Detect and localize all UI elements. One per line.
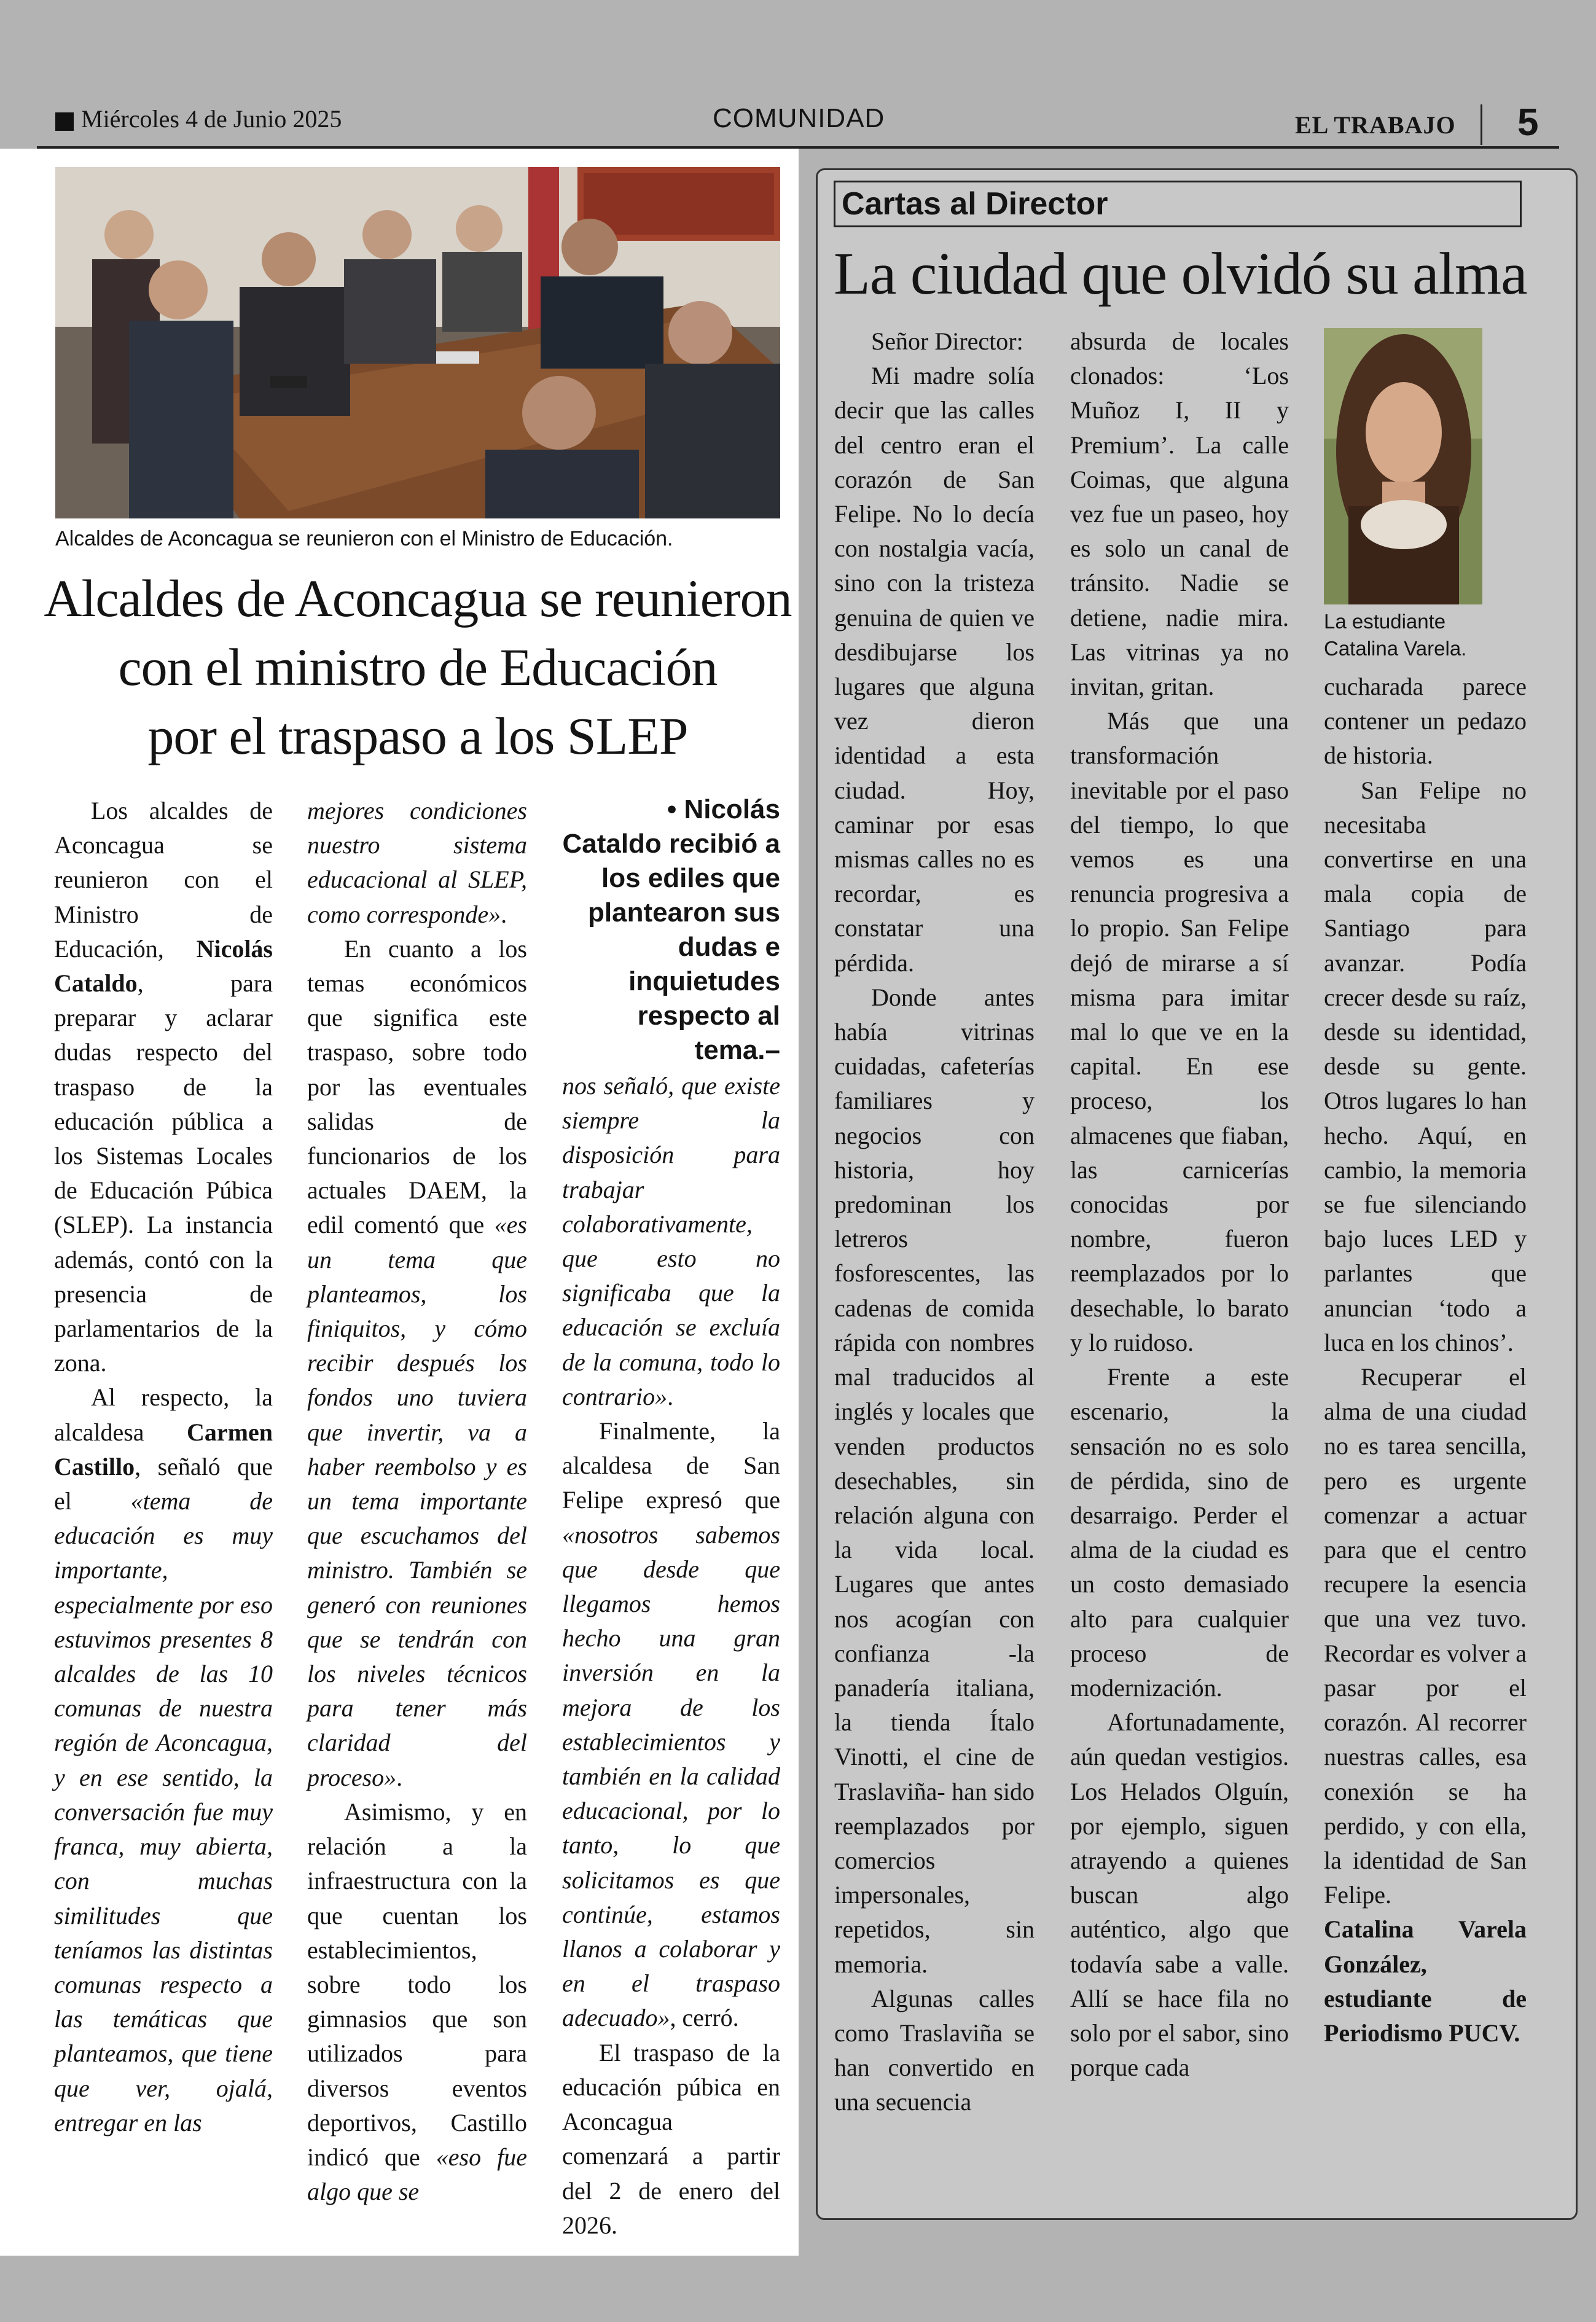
student-portrait bbox=[1324, 328, 1482, 604]
letter-signature: Catalina Varela González, estudiante de Periodismo PUCV. bbox=[1324, 1915, 1527, 2047]
header-paper-name: EL TRABAJO bbox=[1295, 111, 1456, 139]
meeting-photo bbox=[55, 167, 780, 518]
letter-column-1: Señor Director: Mi madre solía decir que las calles del centro eran el corazón de San Felipe. No lo decía con nostalgia vacía, sino con la tristeza genuina de quien ve desdibujarse los lugares que alguna vez dieron identidad a esta ciudad. Hoy, caminar por esas mismas calles no es recordar, es constatar una pérdida. Donde antes había vitrinas cuidadas, cafeterías familiares y negocios con historia, hoy predominan los letreros fosforescentes, las cadenas de comida rápida con nombres mal traducidos al inglés y locales que venden productos desechables, sin relación alguna con la vida local. Lugares que antes nos acogían con confianza -la panadería italiana, la tienda Ítalo Vinotti, el cine de Traslaviña- han sido reemplazados por comercios impersonales, repetidos, sin memoria. Algunas calles como Traslaviña se han convertido en una secuencia bbox=[834, 327, 1035, 2116]
pull-quote: • Nicolás Cataldo recibió a los ediles que plantearon sus dudas e inquietudes respecto al tema.– bbox=[562, 794, 780, 1065]
section-label: Cartas al Director bbox=[842, 186, 1108, 222]
letter-column-2: absurda de locales clonados: ‘Los Muñoz I, II y Premium’. La calle Coimas, que alguna vez fue un paseo, hoy es solo un canal de tránsito. Nadie se detiene, nadie mira. Las vitrinas ya no invitan, gritan. Más que una transformación inevitable por el paso del tiempo, lo que vemos es una renuncia progresiva a lo propio. San Felipe dejó de mirarse a sí misma para imitar mal lo que ve en la capital. En ese proceso, los almacenes que fiaban, las carnicerías conocidas por nombre, fueron reemplazados por lo desechable, lo barato y lo ruidoso. Frente a este escenario, la sensación no es solo de pérdida, sino de desarraigo. Perder el alma de la ciudad es un costo demasiado alto para cualquier proceso de modernización. Afortunadamente, aún quedan vestigios. Los Helados Olguín, por ejemplo, siguen atrayendo a quienes buscan algo auténtico, algo que todavía sabe a valle. Allí se hace fila no solo por el sabor, sino porque cada bbox=[1070, 327, 1289, 2082]
headline-line: por el traspaso a los SLEP bbox=[147, 706, 688, 765]
header-square-marker bbox=[55, 112, 74, 131]
header-page-number: 5 bbox=[1517, 101, 1539, 144]
photo-caption: Alcaldes de Aconcagua se reunieron con el Ministro de Educación. bbox=[55, 527, 673, 550]
letter-headline: La ciudad que olvidó su alma bbox=[834, 241, 1527, 307]
portrait-caption: La estudiante Catalina Varela. bbox=[1324, 610, 1467, 660]
header-section: COMUNIDAD bbox=[713, 103, 885, 133]
letter-column-3: cucharada parece contener un pedazo de historia. San Felipe no necesitaba convertirse en una mala copia de Santiago para avanzar. Podía crecer desde su raíz, desde su identidad, desde su gente. Otros lugares lo han hecho. Aquí, en cambio, la memoria se fue silenciando bajo luces LED y parlantes que anuncian ‘todo a luca en los chinos’. Recuperar el alma de una ciudad no es tarea sencilla, pero es urgente comenzar a actuar para que el centro recupere la esencia que una vez tuvo. Recordar es volver a pasar por el corazón. Al recorrer nuestras calles, esa conexión se ha perdido, y con ella, la identidad de San Felipe. Catalina Varela González, estudiante de Periodismo PUCV. bbox=[1324, 670, 1527, 2050]
headline-line: Alcaldes de Aconcagua se reunieron bbox=[44, 569, 792, 628]
article-column-2: mejores condiciones nuestro sistema educacional al SLEP, como corresponde». En cuanto a los temas económicos que significa este traspaso, sobre todo por las eventuales salidas de funcionarios de los actuales DAEM, la edil comentó que «es un tema que planteamos, los finiquitos, y cómo recibir después los fondos uno tuviera que invertir, va a haber reembolso y es un tema importante que escuchamos del ministro. También se generó con reuniones que se tendrán con los niveles técnicos para tener más claridad del proceso». Asimismo, y en relación a la infraestructura con la que cuentan los establecimientos, sobre todo los gimnasios que son utilizados para diversos eventos deportivos, Castillo indicó que «eso fue algo que se bbox=[307, 797, 528, 2206]
article-headline bbox=[43, 564, 792, 770]
headline-line: con el ministro de Educación bbox=[118, 638, 718, 697]
header-date: Miércoles 4 de Junio 2025 bbox=[81, 105, 342, 133]
article-column-3: nos señaló, que existe siempre la disposición para trabajar colaborativamente, que esto no significaba que la educación se excluía de la comuna, todo lo contrario». Finalmente, la alcaldesa de San Felipe expresó que «nosotros sabemos que desde que llegamos hemos hecho una gran inversión en la mejora de los establecimientos y también en la calidad educacional, por lo tanto, lo que solicitamos es que continúe, estamos llanos a colaborar y en el traspaso adecuado», cerró. El traspaso de la educación púbica en Aconcagua comenzará a partir del 2 de enero del 2026. bbox=[562, 1072, 780, 2239]
article-column-1: Los alcaldes de Aconcagua se reunieron con el Ministro de Educación, Nicolás Cataldo, para preparar y aclarar dudas respecto del traspaso de la educación pública a los Sistemas Locales de Educación Púbica (SLEP). La instancia además, contó con la presencia de parlamentarios de la zona. Al respecto, la alcaldesa Carmen Castillo, señaló que el «tema de educación es muy importante, especialmente por eso estuvimos presentes 8 alcaldes de las 10 comunas de nuestra región de Aconcagua, y en ese sentido, la conversación fue muy franca, muy abierta, con muchas similitudes que teníamos las distintas comunas respecto a las temáticas que planteamos, que tiene que ver, ojalá, entregar en las bbox=[54, 797, 273, 2136]
header-divider bbox=[1481, 104, 1482, 145]
